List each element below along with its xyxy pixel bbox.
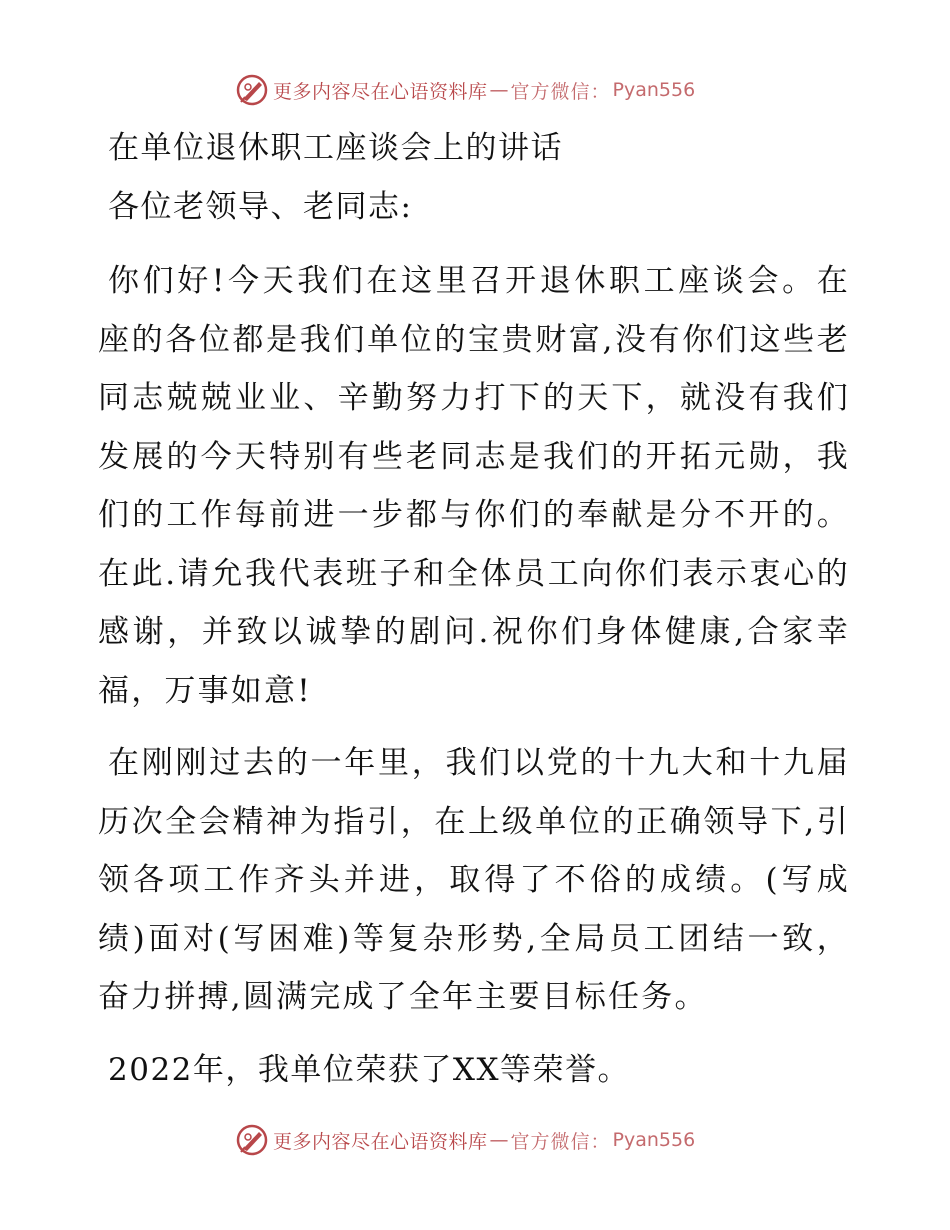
paragraph-greeting: 你们好!今天我们在这里召开退休职工座谈会。在座的各位都是我们单位的宝贵财富,没有你们这些老同志兢兢业业、辛勤努力打下的天下，就没有我们发展的今天特别有些老同志是我们的开拓元勋，我们的工作每前进一步都与你们的奉献是分不开的。在此.请允我代表班子和全体员工向你们表示衷心的感谢，并致以诚挚的剧问.祝你们身体健康,合家幸福，万事如意! <box>98 263 850 709</box>
header-watermark <box>235 72 755 108</box>
watermark-dash: — <box>489 1129 509 1151</box>
salutation: 各位老领导、老同志: <box>108 189 413 225</box>
paragraph-honors: 2022年，我单位荣获了XX等荣誉。 <box>108 1051 631 1088</box>
document-title: 在单位退休职工座谈会上的讲话 <box>108 130 563 166</box>
footer-watermark <box>235 1122 755 1158</box>
watermark-main-text: 更多内容尽在心语资料库 <box>273 1130 488 1153</box>
watermark-wechat-id: Pyan556 <box>612 1129 696 1151</box>
watermark-main-text: 更多内容尽在心语资料库 <box>273 80 488 103</box>
quill-logo-icon <box>235 73 269 107</box>
watermark-official-label: 官方微信： <box>510 80 611 103</box>
watermark-dash: — <box>489 79 509 101</box>
document-body <box>98 122 850 1099</box>
watermark-official-label: 官方微信： <box>510 1130 611 1153</box>
watermark-wechat-id: Pyan556 <box>612 79 696 101</box>
quill-logo-icon <box>235 1123 269 1157</box>
paragraph-achievements: 在刚刚过去的一年里，我们以党的十九大和十九届历次全会精神为指引，在上级单位的正确领导下,引领各项工作齐头并进，取得了不俗的成绩。(写成绩)面对(写困难)等复杂形势,全局员工团结一致，奋力拼搏,圆满完成了全年主要目标任务。 <box>98 745 850 1015</box>
